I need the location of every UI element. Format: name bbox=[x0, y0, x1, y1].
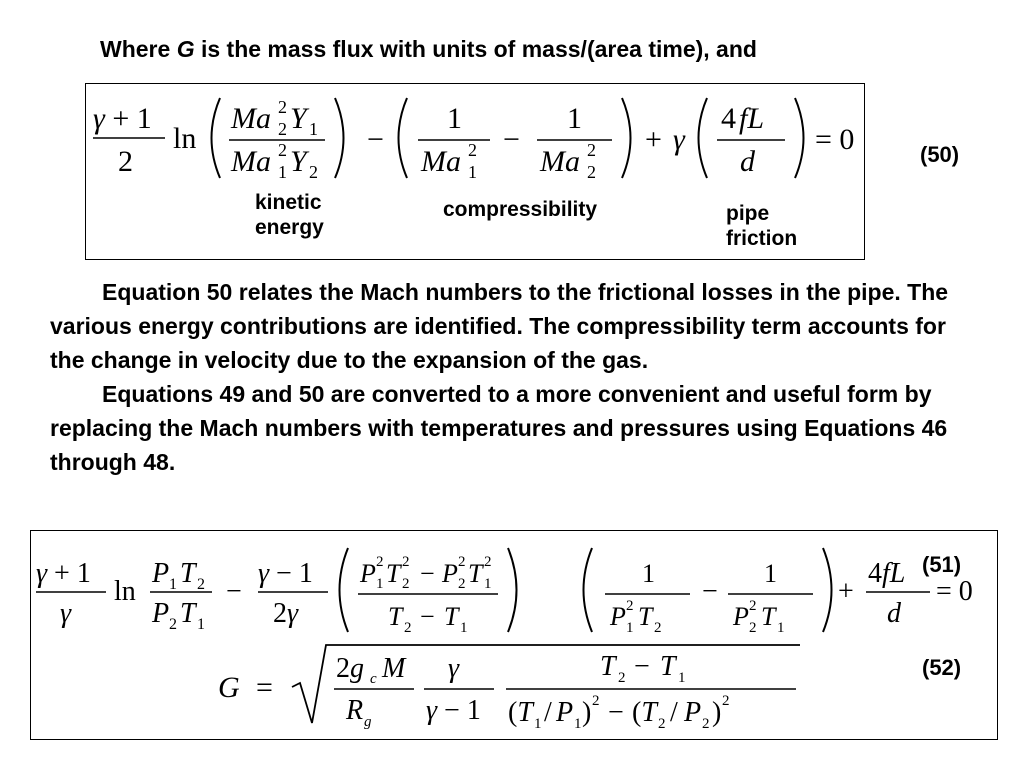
svg-text:P: P bbox=[684, 697, 702, 728]
svg-text:−: − bbox=[367, 123, 384, 156]
svg-text:+: + bbox=[838, 576, 854, 607]
svg-text:2: 2 bbox=[626, 598, 634, 614]
svg-text:2: 2 bbox=[197, 576, 205, 593]
svg-text:Ma: Ma bbox=[421, 145, 461, 178]
svg-text:−: − bbox=[420, 602, 435, 631]
equation-51 bbox=[30, 530, 998, 635]
svg-text:c: c bbox=[370, 671, 377, 687]
svg-text:/: / bbox=[670, 697, 678, 728]
svg-text:): ) bbox=[712, 697, 722, 728]
body-text bbox=[50, 275, 985, 479]
svg-text:1: 1 bbox=[376, 576, 384, 592]
svg-text:2: 2 bbox=[169, 616, 177, 633]
svg-text:T: T bbox=[180, 558, 196, 589]
svg-text:T: T bbox=[638, 602, 653, 631]
svg-text:1: 1 bbox=[447, 102, 462, 135]
svg-text:2: 2 bbox=[587, 140, 596, 160]
svg-text:−: − bbox=[702, 576, 718, 607]
svg-text:Y: Y bbox=[290, 145, 307, 178]
svg-text:T: T bbox=[660, 651, 676, 682]
paragraph-1: Equation 50 relates the Mach numbers to the frictional losses in the pipe. The various energy contributions are identified. The compressibility term accounts for the change in velocity due to the expansion of the gas. bbox=[50, 279, 949, 373]
svg-text:2: 2 bbox=[618, 670, 626, 686]
equation-50 bbox=[85, 83, 865, 193]
svg-text:2: 2 bbox=[309, 162, 318, 182]
svg-text:P: P bbox=[360, 559, 376, 588]
svg-text:fL: fL bbox=[739, 102, 765, 135]
svg-text:1: 1 bbox=[626, 620, 634, 636]
svg-text:4: 4 bbox=[721, 102, 736, 135]
svg-text:g: g bbox=[364, 714, 372, 730]
svg-text:1: 1 bbox=[678, 670, 686, 686]
svg-text:= 0: = 0 bbox=[936, 576, 973, 607]
svg-text:ln: ln bbox=[173, 122, 197, 155]
svg-text:2: 2 bbox=[278, 140, 287, 160]
equation-50-number: (50) bbox=[920, 142, 960, 167]
svg-text:P: P bbox=[733, 602, 749, 631]
svg-text:−: − bbox=[634, 651, 650, 682]
svg-text:2: 2 bbox=[658, 716, 666, 732]
svg-text:γ: γ bbox=[448, 653, 460, 684]
svg-text:γ + 1: γ + 1 bbox=[93, 102, 152, 135]
label-pipe-friction: pipe friction bbox=[726, 202, 798, 250]
svg-text:2: 2 bbox=[654, 620, 662, 636]
svg-text:1: 1 bbox=[777, 620, 785, 636]
svg-text:γ − 1: γ − 1 bbox=[258, 558, 313, 589]
svg-text:(T: (T bbox=[632, 697, 657, 728]
svg-text:P: P bbox=[152, 598, 170, 629]
svg-text:2: 2 bbox=[749, 620, 757, 636]
svg-text:4fL: 4fL bbox=[868, 558, 906, 589]
svg-text:T: T bbox=[761, 602, 776, 631]
svg-text:P: P bbox=[610, 602, 626, 631]
svg-text:2: 2 bbox=[468, 140, 477, 160]
svg-text:T: T bbox=[388, 602, 403, 631]
svg-text:2: 2 bbox=[592, 693, 600, 709]
svg-text:1: 1 bbox=[468, 162, 477, 182]
svg-text:(T: (T bbox=[508, 697, 533, 728]
svg-text:T: T bbox=[386, 559, 401, 588]
svg-text:2: 2 bbox=[118, 145, 133, 178]
paragraph-2: Equations 49 and 50 are converted to a more convenient and useful form by replacing the Mach numbers with temperatures and pressures using Equations 46 through 48. bbox=[50, 381, 948, 475]
svg-text:2: 2 bbox=[402, 576, 410, 592]
svg-text:γ + 1: γ + 1 bbox=[36, 558, 91, 589]
svg-text:2: 2 bbox=[458, 554, 466, 570]
label-kinetic-energy: kinetic energy bbox=[255, 191, 324, 239]
svg-text:2g: 2g bbox=[336, 653, 364, 684]
intro-symbol-g: G bbox=[176, 36, 195, 62]
svg-text:2: 2 bbox=[278, 97, 287, 117]
svg-text:2: 2 bbox=[376, 554, 384, 570]
svg-text:ln: ln bbox=[114, 576, 136, 607]
svg-text:2: 2 bbox=[749, 598, 757, 614]
svg-text:= 0: = 0 bbox=[815, 123, 855, 156]
svg-text:1: 1 bbox=[169, 576, 177, 593]
svg-text:=: = bbox=[256, 671, 273, 704]
svg-text:1: 1 bbox=[642, 559, 655, 588]
svg-text:T: T bbox=[444, 602, 459, 631]
svg-text:Y: Y bbox=[290, 102, 307, 135]
svg-text:Ma: Ma bbox=[540, 145, 580, 178]
svg-text:−: − bbox=[608, 697, 624, 728]
svg-text:T: T bbox=[468, 559, 483, 588]
svg-text:+: + bbox=[645, 123, 662, 156]
svg-text:R: R bbox=[346, 695, 364, 726]
svg-text:1: 1 bbox=[197, 616, 205, 633]
svg-text:2: 2 bbox=[402, 554, 410, 570]
svg-text:P: P bbox=[556, 697, 574, 728]
svg-text:2γ: 2γ bbox=[273, 598, 299, 629]
equation-52-number: (52) bbox=[922, 655, 962, 680]
svg-text:1: 1 bbox=[309, 119, 318, 139]
svg-text:2: 2 bbox=[702, 716, 710, 732]
svg-text:T: T bbox=[600, 651, 616, 682]
svg-text:−: − bbox=[503, 123, 520, 156]
svg-text:2: 2 bbox=[722, 693, 730, 709]
svg-text:/: / bbox=[544, 697, 552, 728]
svg-text:d: d bbox=[740, 145, 755, 178]
svg-text:1: 1 bbox=[484, 576, 492, 592]
svg-text:P: P bbox=[442, 559, 458, 588]
svg-text:Ma: Ma bbox=[231, 102, 271, 135]
intro-line bbox=[100, 36, 757, 63]
svg-text:γ − 1: γ − 1 bbox=[426, 695, 481, 726]
svg-text:1: 1 bbox=[574, 716, 582, 732]
intro-suffix: is the mass flux with units of mass/(area time), and bbox=[194, 36, 757, 62]
svg-text:2: 2 bbox=[458, 576, 466, 592]
svg-text:T: T bbox=[180, 598, 196, 629]
svg-text:2: 2 bbox=[278, 119, 287, 139]
label-compressibility: compressibility bbox=[443, 198, 598, 221]
svg-text:−: − bbox=[226, 576, 242, 607]
svg-text:−: − bbox=[420, 559, 435, 588]
svg-text:1: 1 bbox=[278, 162, 287, 182]
svg-text:M: M bbox=[382, 653, 406, 684]
svg-text:2: 2 bbox=[404, 620, 412, 636]
intro-prefix: Where bbox=[100, 36, 177, 62]
svg-text:2: 2 bbox=[484, 554, 492, 570]
svg-text:P: P bbox=[152, 558, 170, 589]
equation-52 bbox=[30, 635, 998, 735]
svg-text:Ma: Ma bbox=[231, 145, 271, 178]
svg-text:1: 1 bbox=[534, 716, 542, 732]
svg-text:1: 1 bbox=[460, 620, 468, 636]
svg-text:γ: γ bbox=[60, 598, 72, 629]
svg-text:1: 1 bbox=[764, 559, 777, 588]
svg-text:G: G bbox=[218, 671, 240, 704]
svg-text:γ: γ bbox=[673, 123, 685, 156]
svg-text:): ) bbox=[582, 697, 592, 728]
svg-text:2: 2 bbox=[587, 162, 596, 182]
svg-text:1: 1 bbox=[567, 102, 582, 135]
equation-51-number: (51) bbox=[922, 552, 962, 577]
svg-text:d: d bbox=[887, 598, 901, 629]
